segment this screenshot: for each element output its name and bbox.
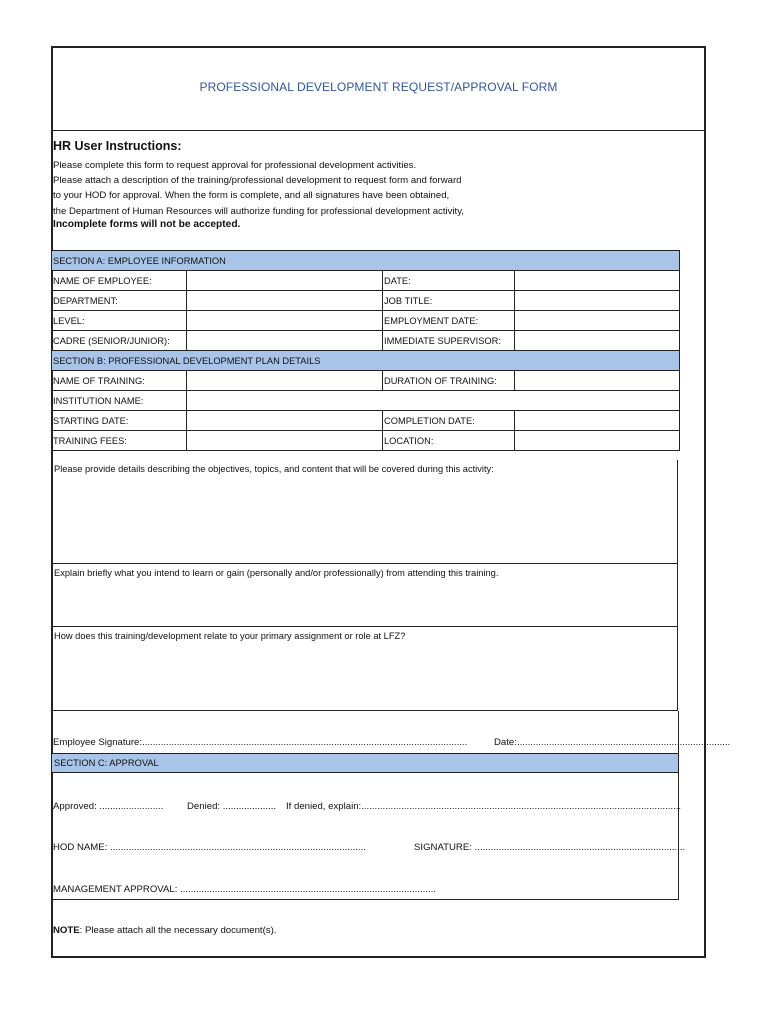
approval-right-border (678, 773, 679, 899)
supervisor-field[interactable] (515, 331, 680, 351)
instruction-line-4: the Department of Human Resources will authorize funding for professional development activity, (53, 206, 464, 217)
starting-date-field[interactable] (187, 411, 383, 431)
if-denied-label: If denied, explain: (286, 801, 362, 812)
employee-signature-dots: .......................................................................................................................... (142, 737, 468, 748)
job-title-field[interactable] (515, 291, 680, 311)
instruction-line-2: Please attach a description of the training/professional development to request form and forward (53, 175, 462, 186)
approved-label: Approved: (53, 801, 97, 812)
job-title-label: JOB TITLE: (383, 291, 515, 311)
hod-name-line[interactable] (53, 842, 399, 853)
denied-dots: .................... (222, 801, 277, 812)
training-name-label: NAME OF TRAINING: (52, 371, 187, 391)
form-title: PROFESSIONAL DEVELOPMENT REQUEST/APPROVAL FORM (199, 80, 558, 94)
level-label: LEVEL: (52, 311, 187, 331)
employee-name-label: NAME OF EMPLOYEE: (52, 271, 187, 291)
institution-label: INSTITUTION NAME: (52, 391, 187, 411)
hod-name-label: HOD NAME: (53, 842, 108, 853)
hod-signature-label: SIGNATURE: (414, 842, 472, 853)
employee-date-line[interactable] (494, 737, 731, 748)
institution-field[interactable] (187, 391, 680, 411)
instruction-warning: Incomplete forms will not be accepted. (53, 219, 241, 230)
employee-name-field[interactable] (187, 271, 383, 291)
learn-prompt: Explain briefly what you intend to learn or gain (personally and/or professionally) from attending this training. (54, 568, 499, 578)
completion-date-label: COMPLETION DATE: (383, 411, 515, 431)
if-denied-dots: ........................................................................................................................ (361, 801, 682, 812)
cadre-label: CADRE (SENIOR/JUNIOR): (52, 331, 187, 351)
employee-date-dots: ................................................................................ (516, 737, 731, 748)
employment-date-field[interactable] (515, 311, 680, 331)
management-approval-label: MANAGEMENT APPROVAL: (53, 884, 178, 895)
employee-date-label: Date: (494, 737, 517, 748)
section-c-header: SECTION C: APPROVAL (51, 753, 679, 773)
supervisor-label: IMMEDIATE SUPERVISOR: (383, 331, 515, 351)
section-a-header: SECTION A: EMPLOYEE INFORMATION (52, 251, 680, 271)
if-denied-line[interactable] (286, 801, 690, 812)
management-approval-line[interactable] (53, 884, 495, 895)
starting-date-label: STARTING DATE: (52, 411, 187, 431)
approved-dots: ........................ (99, 801, 164, 812)
location-field[interactable] (515, 431, 680, 451)
note (53, 925, 276, 936)
cadre-field[interactable] (187, 331, 383, 351)
approval-bottom-border (51, 899, 679, 900)
relate-block[interactable] (51, 627, 678, 711)
relate-prompt: How does this training/development relate to your primary assignment or role at LFZ? (54, 631, 406, 641)
duration-field[interactable] (515, 371, 680, 391)
note-text: : Please attach all the necessary document(s). (79, 925, 277, 936)
denied-line[interactable] (187, 801, 283, 812)
employee-signature-label: Employee Signature: (53, 737, 143, 748)
section-b-header: SECTION B: PROFESSIONAL DEVELOPMENT PLAN DETAILS (52, 351, 680, 371)
objectives-prompt: Please provide details describing the objectives, topics, and content that will be covered during this activity: (54, 464, 494, 474)
fees-field[interactable] (187, 431, 383, 451)
training-name-field[interactable] (187, 371, 383, 391)
hod-signature-dots: ............................................................................... (474, 842, 686, 853)
fees-label: TRAINING FEES: (52, 431, 187, 451)
date-label: DATE: (383, 271, 515, 291)
approved-line[interactable] (53, 801, 173, 812)
department-field[interactable] (187, 291, 383, 311)
department-label: DEPARTMENT: (52, 291, 187, 311)
location-label: LOCATION: (383, 431, 515, 451)
instruction-line-3: to your HOD for approval. When the form is complete, and all signatures have been obtained, (53, 190, 450, 201)
title-divider (51, 130, 706, 131)
level-field[interactable] (187, 311, 383, 331)
objectives-block[interactable] (51, 460, 678, 564)
duration-label: DURATION OF TRAINING: (383, 371, 515, 391)
instructions-heading: HR User Instructions: (53, 139, 182, 153)
hod-signature-line[interactable] (414, 842, 700, 853)
employee-signature-line[interactable] (53, 737, 467, 748)
date-field[interactable] (515, 271, 680, 291)
hod-name-dots: ................................................................................................ (110, 842, 366, 853)
learn-block[interactable] (51, 564, 678, 627)
management-approval-dots: ................................................................................................ (180, 884, 436, 895)
instruction-line-1: Please complete this form to request approval for professional development activities. (53, 160, 417, 171)
denied-label: Denied: (187, 801, 221, 812)
note-label: NOTE (53, 925, 80, 936)
completion-date-field[interactable] (515, 411, 680, 431)
employee-info-table (51, 250, 680, 451)
employment-date-label: EMPLOYMENT DATE: (383, 311, 515, 331)
